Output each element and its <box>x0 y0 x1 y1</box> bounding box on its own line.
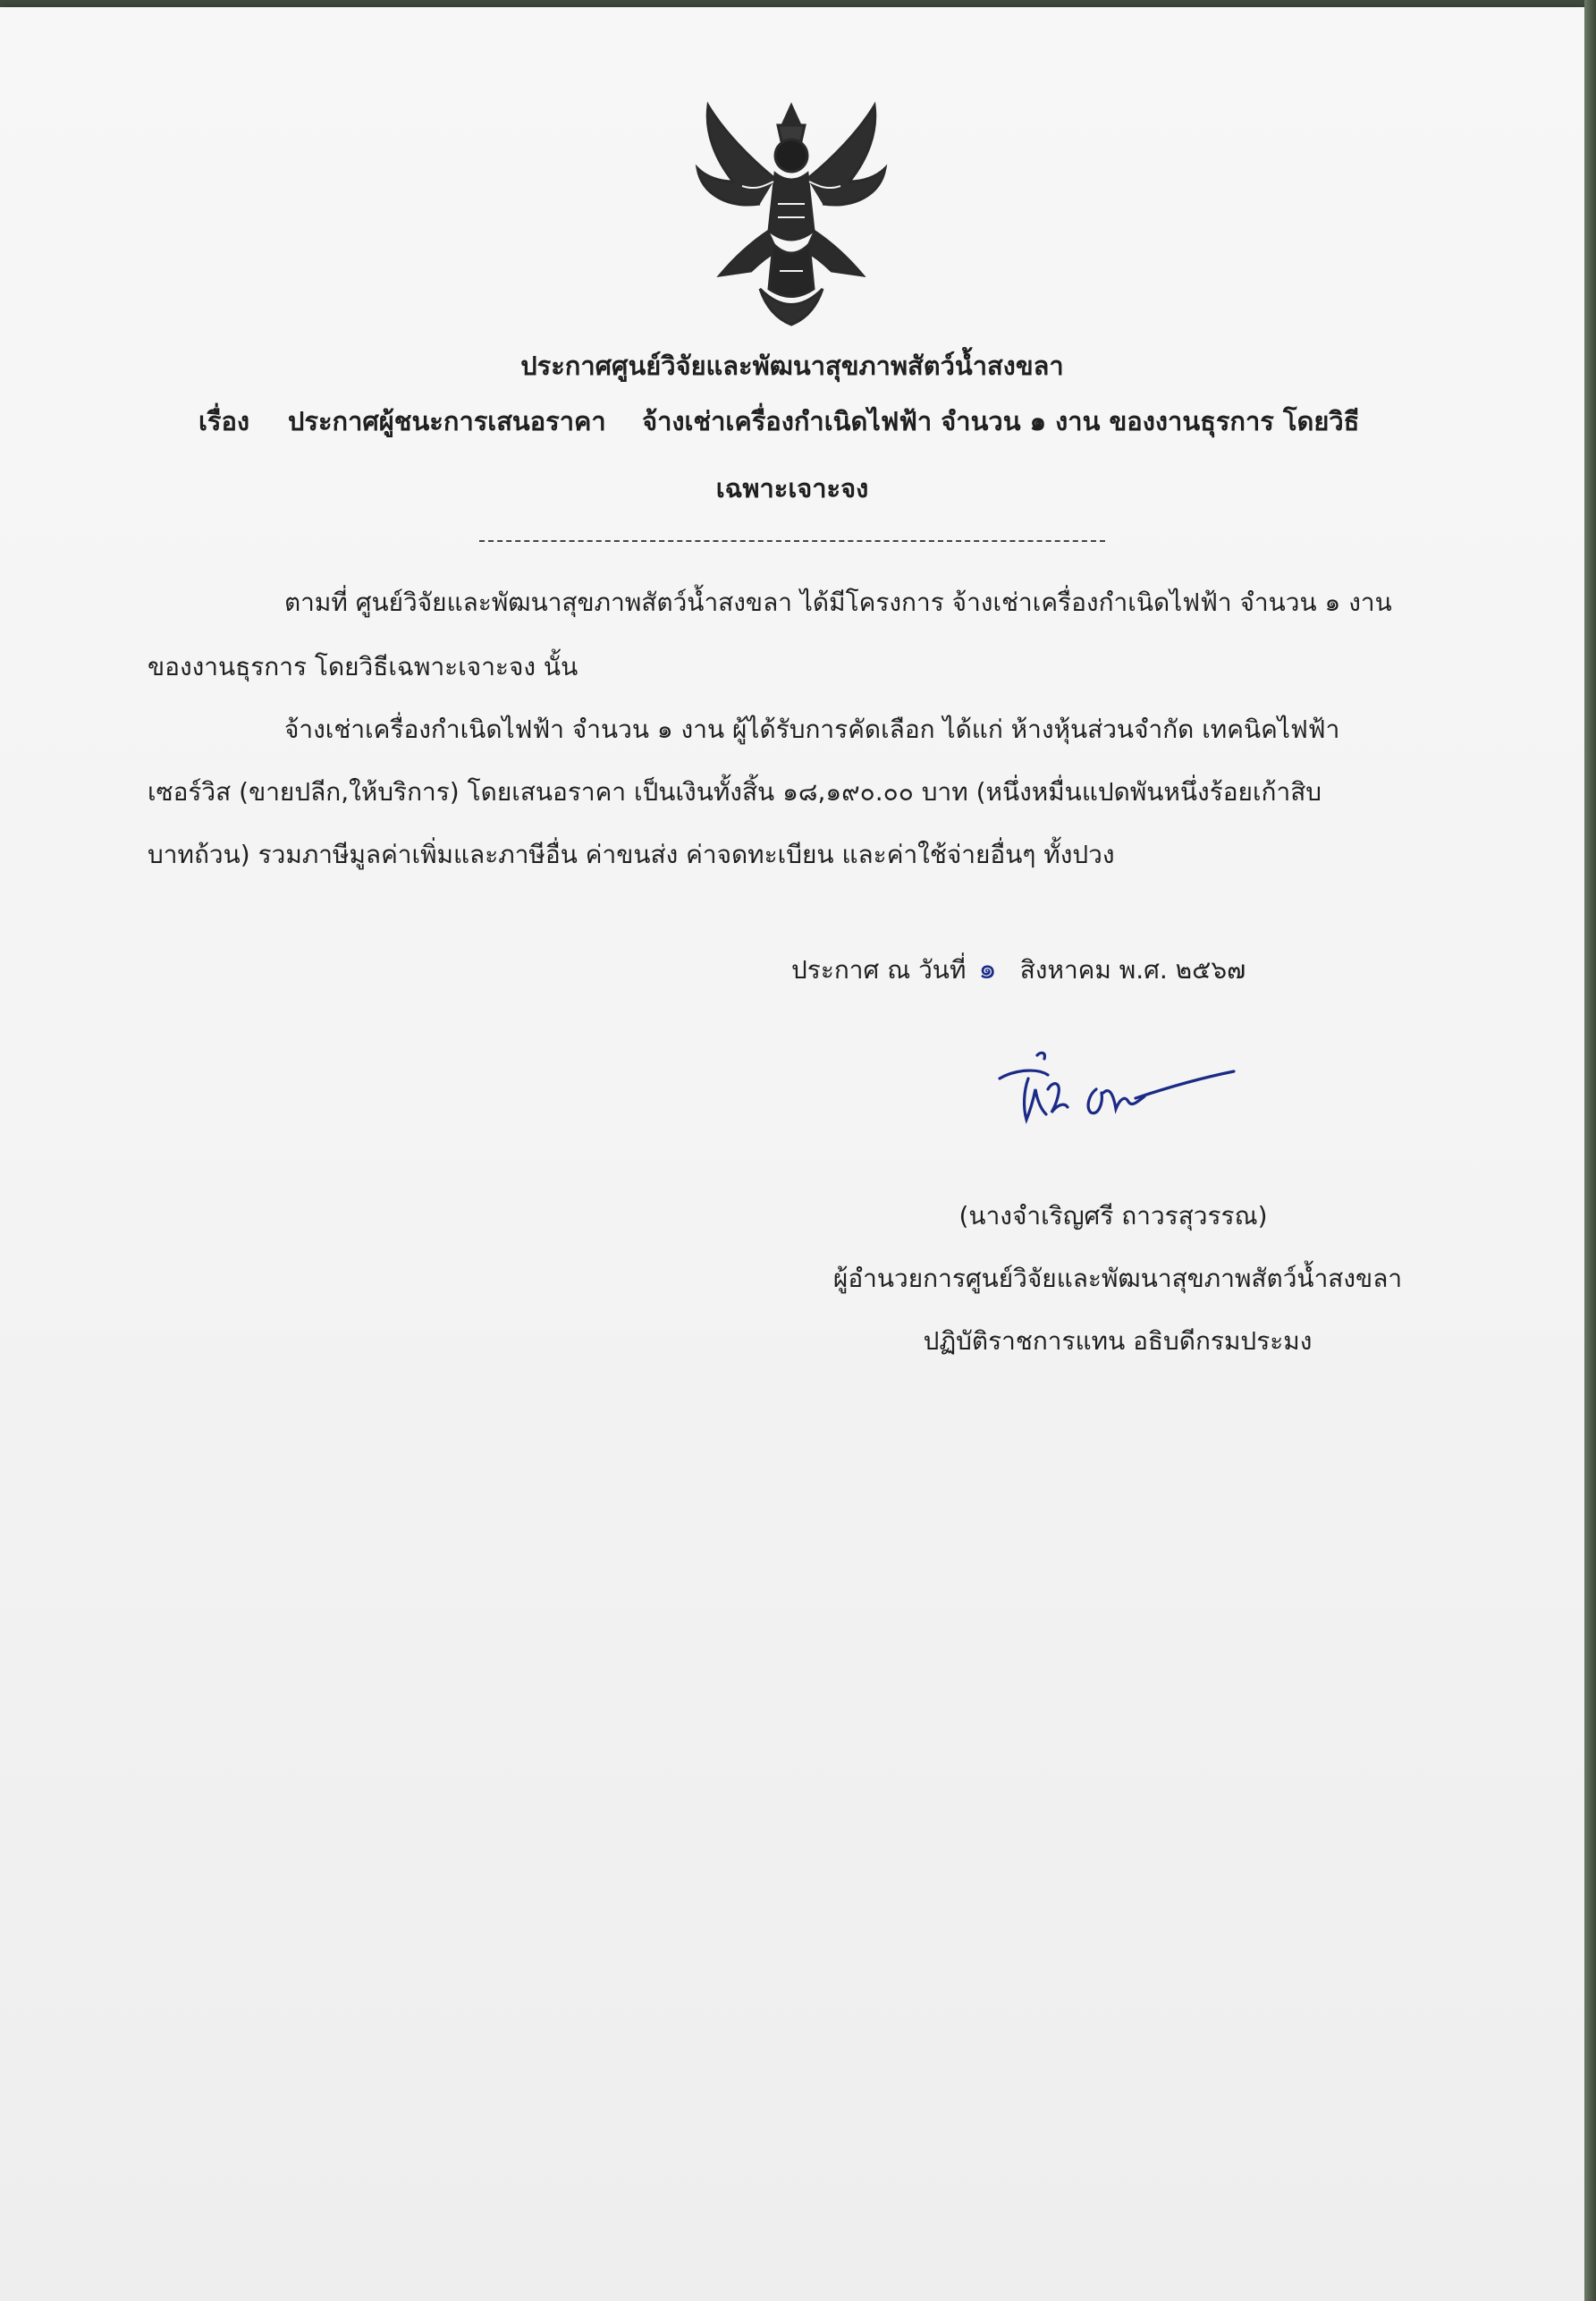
signatory-acting-for: ปฏิบัติราชการแทน อธิบดีกรมประมง <box>923 1326 1313 1356</box>
paragraph-1-line-2: ของงานธุรการ โดยวิธีเฉพาะเจาะจง นั้น <box>148 652 578 681</box>
signatory-name: (นางจำเริญศรี ถาวรสุวรรณ) <box>958 1201 1268 1231</box>
paragraph-2-line-1: จ้างเช่าเครื่องกำเนิดไฟฟ้า จำนวน ๑ งาน ผู้ได้รับการคัดเลือก ได้แก่ ห้างหุ้นส่วนจำกัด เทคนิคไฟฟ้า <box>284 715 1340 744</box>
announcement-date <box>791 946 1246 992</box>
document-page <box>0 7 1584 2301</box>
paragraph-1-line-1: ตามที่ ศูนย์วิจัยและพัฒนาสุขภาพสัตว์น้ำสงขลา ได้มีโครงการ จ้างเช่าเครื่องกำเนิดไฟฟ้า จำนวน ๑ งาน <box>284 588 1392 617</box>
paragraph-2-line-3: บาทถ้วน) รวมภาษีมูลค่าเพิ่มและภาษีอื่น ค่าขนส่ง ค่าจดทะเบียน และค่าใช้จ่ายอื่นๆ ทั้งปวง <box>148 840 1115 869</box>
background-edge <box>1584 0 1596 2301</box>
signatory-position: ผู้อำนวยการศูนย์วิจัยและพัฒนาสุขภาพสัตว์น้ำสงขลา <box>832 1264 1403 1293</box>
date-prefix: ประกาศ ณ วันที่ <box>791 955 967 985</box>
paragraph-2-line-2: เซอร์วิส (ขายปลีก,ให้บริการ) โดยเสนอราคา เป็นเงินทั้งสิ้น ๑๘,๑๙๐.๐๐ บาท (หนึ่งหมื่นแปดพันหนึ่งร้อยเก้าสิบ <box>148 777 1322 807</box>
garuda-emblem-icon <box>688 97 894 331</box>
document-title: ประกาศศูนย์วิจัยและพัฒนาสุขภาพสัตว์น้ำสงขลา <box>520 351 1064 381</box>
date-month-year: สิงหาคม พ.ศ. ๒๕๖๗ <box>1019 955 1246 985</box>
handwritten-signature-icon <box>992 1036 1243 1143</box>
subject-text: ประกาศผู้ชนะการเสนอราคา จ้างเช่าเครื่องกำเนิดไฟฟ้า จำนวน ๑ งาน ของงานธุรการ โดยวิธี <box>288 406 1360 436</box>
subject-label: เรื่อง <box>198 406 250 436</box>
subject-continuation: เฉพาะเจาะจง <box>715 473 869 503</box>
divider-line <box>479 540 1105 542</box>
subject-line <box>198 401 1414 442</box>
date-day-handwritten: ๑ <box>978 952 997 986</box>
